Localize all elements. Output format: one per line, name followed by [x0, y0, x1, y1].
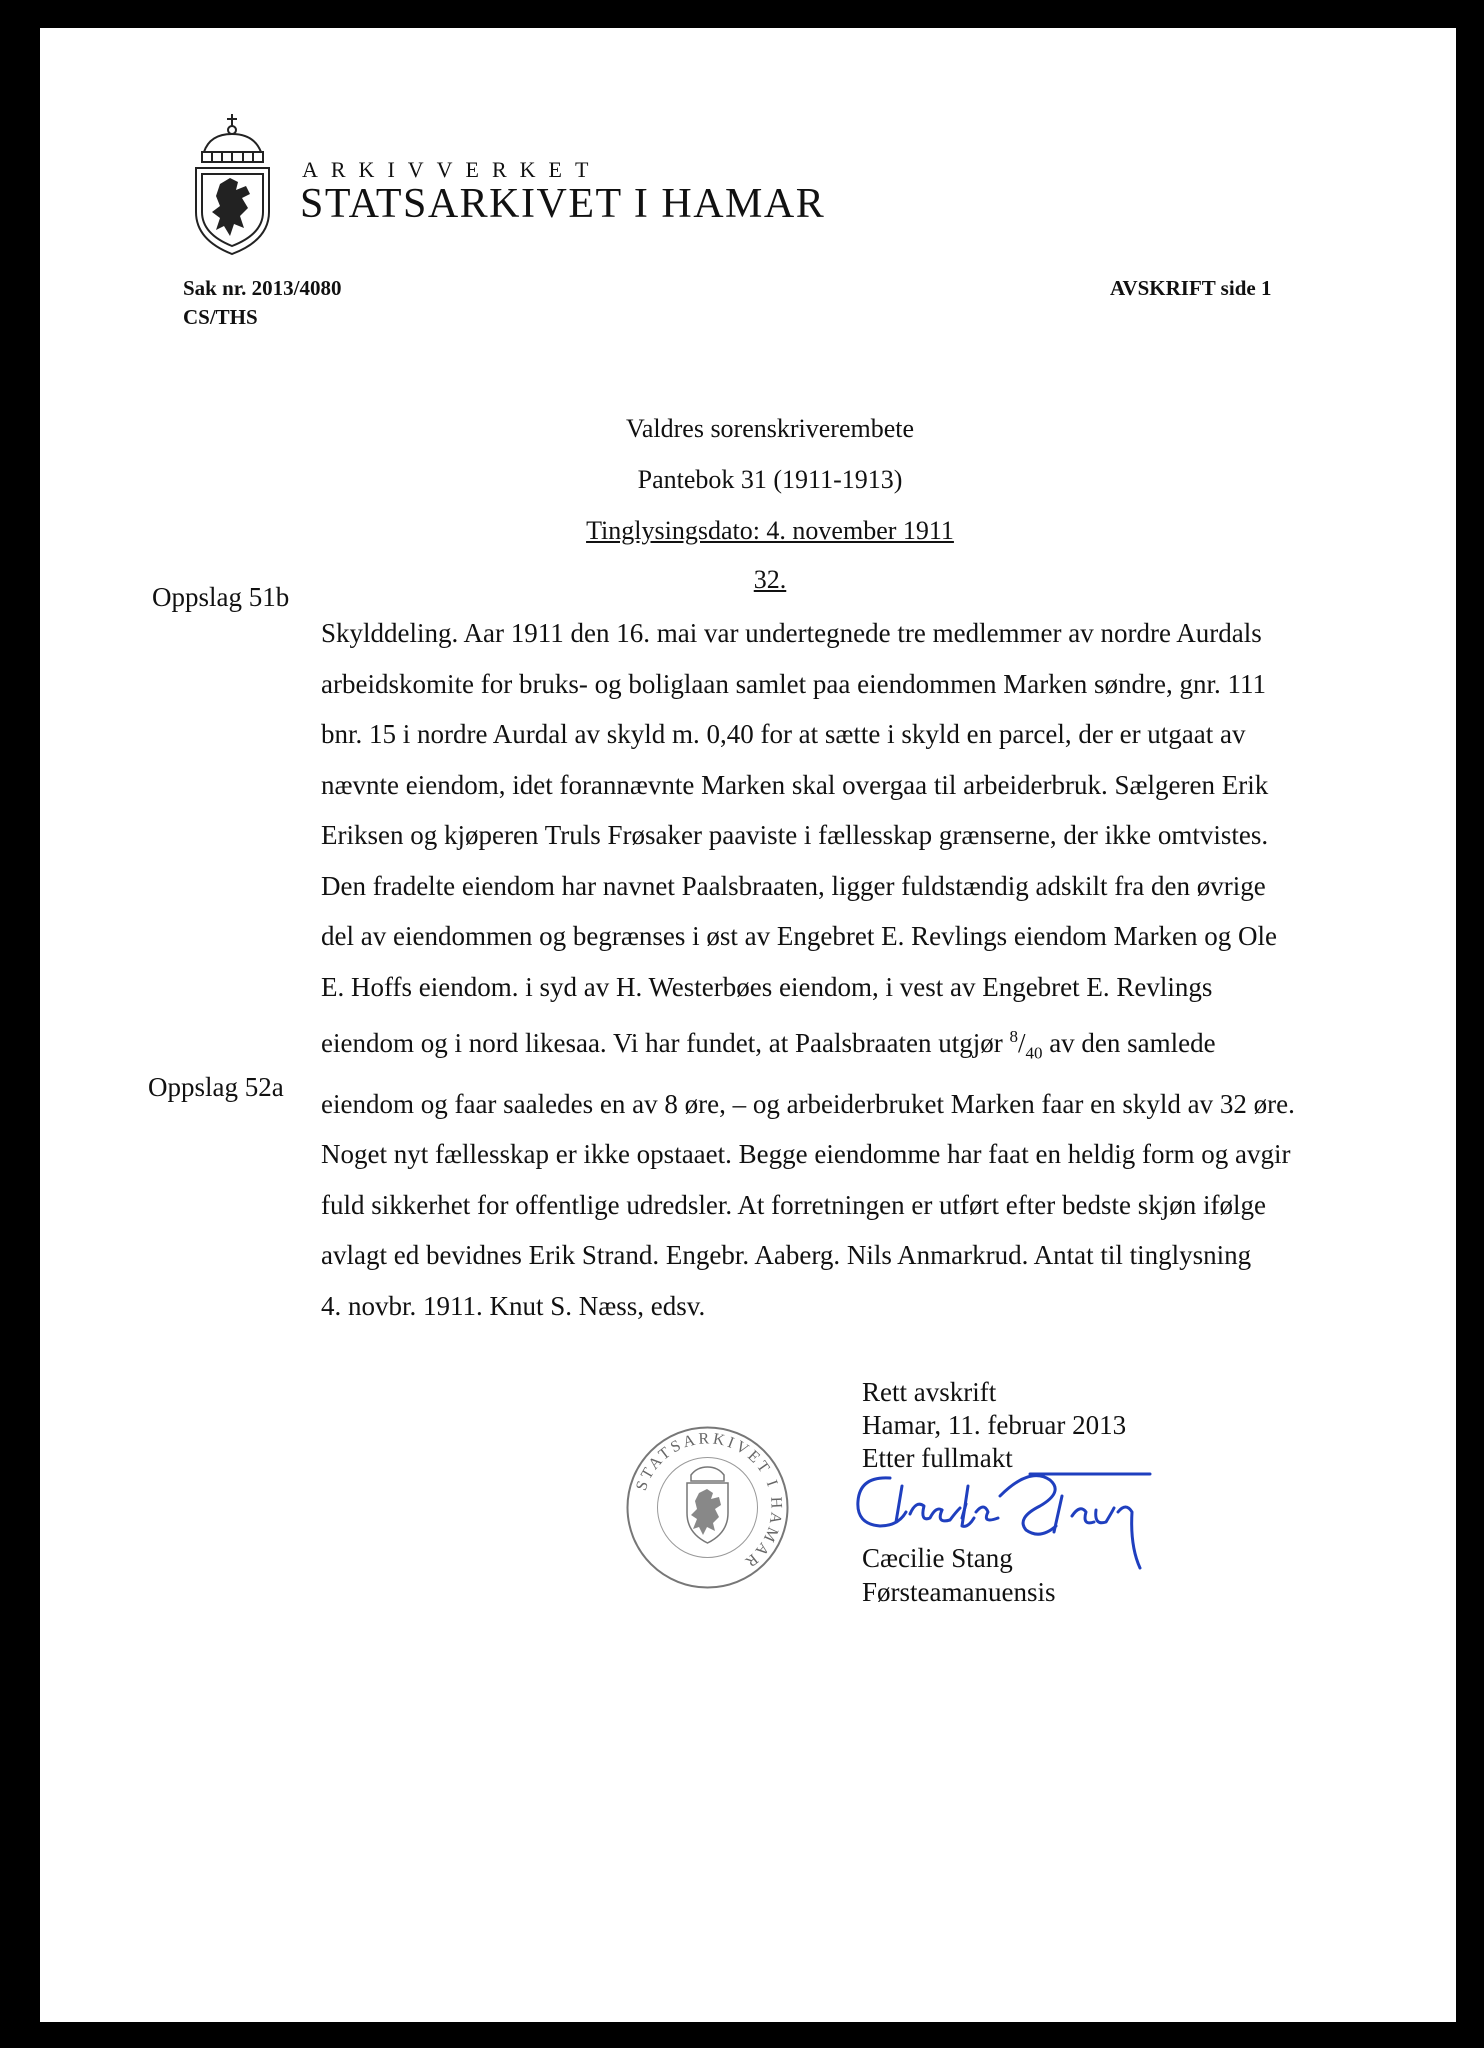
- signatory-name: Cæcilie Stang: [862, 1543, 1013, 1573]
- page-label: AVSKRIFT side 1: [1110, 276, 1272, 300]
- entry-number: 32.: [753, 565, 787, 594]
- body-line: bnr. 15 i nordre Aurdal av skyld m. 0,40 for at sætte i skyld en parcel, der er utgaat av: [321, 719, 1246, 749]
- body-line-fraction: eiendom og i nord likesaa. Vi har fundet, at Paalsbraaten utgjør $^8/_{40}$ av den samlede: [321, 1027, 1216, 1063]
- fraction-denominator: 40: [1025, 1043, 1043, 1063]
- body-text: [321, 608, 1361, 1331]
- norwegian-coat-of-arms-icon: [190, 112, 275, 257]
- fraction-line-after: av den samlede: [1042, 1028, 1216, 1058]
- authority-label: Etter fullmakt: [862, 1443, 1013, 1473]
- body-line: Eriksen og kjøperen Truls Frøsaker paaviste i fællesskap grænserne, der ikke omtvistes.: [321, 820, 1269, 850]
- archive-office-name: STATSARKIVET I HAMAR: [300, 181, 826, 227]
- body-line: Skylddeling. Aar 1911 den 16. mai var undertegnede tre medlemmer av nordre Aurdals: [321, 618, 1262, 648]
- margin-note-51b: Oppslag 51b: [152, 582, 290, 612]
- case-number: Sak nr. 2013/4080: [183, 276, 342, 300]
- handwritten-signature-icon: [850, 1456, 1160, 1576]
- body-line: 4. novbr. 1911. Knut S. Næss, edsv.: [321, 1290, 706, 1321]
- margin-note-52a: Oppslag 52a: [148, 1072, 284, 1102]
- seal-text: STATSARKIVET I HAMAR: [632, 1430, 785, 1572]
- fraction-line-before: eiendom og i nord likesaa. Vi har fundet, at Paalsbraaten utgjør: [321, 1028, 1010, 1058]
- body-line: eiendom og faar saaledes en av 8 øre, – og arbeiderbruket Marken faar en skyld av 32 øre.: [321, 1088, 1295, 1119]
- place-date: Hamar, 11. februar 2013: [862, 1410, 1127, 1440]
- fraction-numerator: 8: [1009, 1027, 1018, 1046]
- case-initials: CS/THS: [183, 305, 258, 329]
- body-line: Noget nyt fællesskap er ikke opstaaet. Begge eiendomme har faat en heldig form og avgir: [321, 1139, 1291, 1170]
- official-seal-icon: [625, 1425, 790, 1590]
- body-line: avlagt ed bevidnes Erik Strand. Engebr. Aaberg. Nils Anmarkrud. Antat til tinglysning: [321, 1240, 1252, 1271]
- registration-date-heading: Tinglysingsdato: 4. november 1911: [586, 516, 954, 545]
- body-line: E. Hoffs eiendom. i syd av H. Westerbøes eiendom, i vest av Engebret E. Revlings: [321, 971, 1213, 1002]
- signatory-title: Førsteamanuensis: [862, 1577, 1056, 1607]
- body-line: nævnte eiendom, idet forannævnte Marken skal overgaa til arbeiderbruk. Sælgeren Erik: [321, 769, 1269, 800]
- body-line: del av eiendommen og begrænses i øst av Engebret E. Revlings eiendom Marken og Ole: [321, 921, 1278, 951]
- body-line: Den fradelte eiendom har navnet Paalsbraaten, ligger fuldstændig adskilt fra den øvrige: [321, 870, 1266, 901]
- office-heading: Valdres sorenskriverembete: [625, 414, 915, 443]
- body-line: arbeidskomite for bruks- og boliglaan samlet paa eiendommen Marken søndre, gnr. 111: [321, 668, 1266, 699]
- book-heading: Pantebok 31 (1911-1913): [637, 465, 903, 494]
- archive-org-name: ARKIVVERKET: [302, 157, 602, 182]
- body-line: fuld sikkerhet for offentlige udredsler. At forretningen er utført efter bedste skjøn ifølge: [321, 1189, 1266, 1220]
- certified-copy-label: Rett avskrift: [862, 1377, 997, 1407]
